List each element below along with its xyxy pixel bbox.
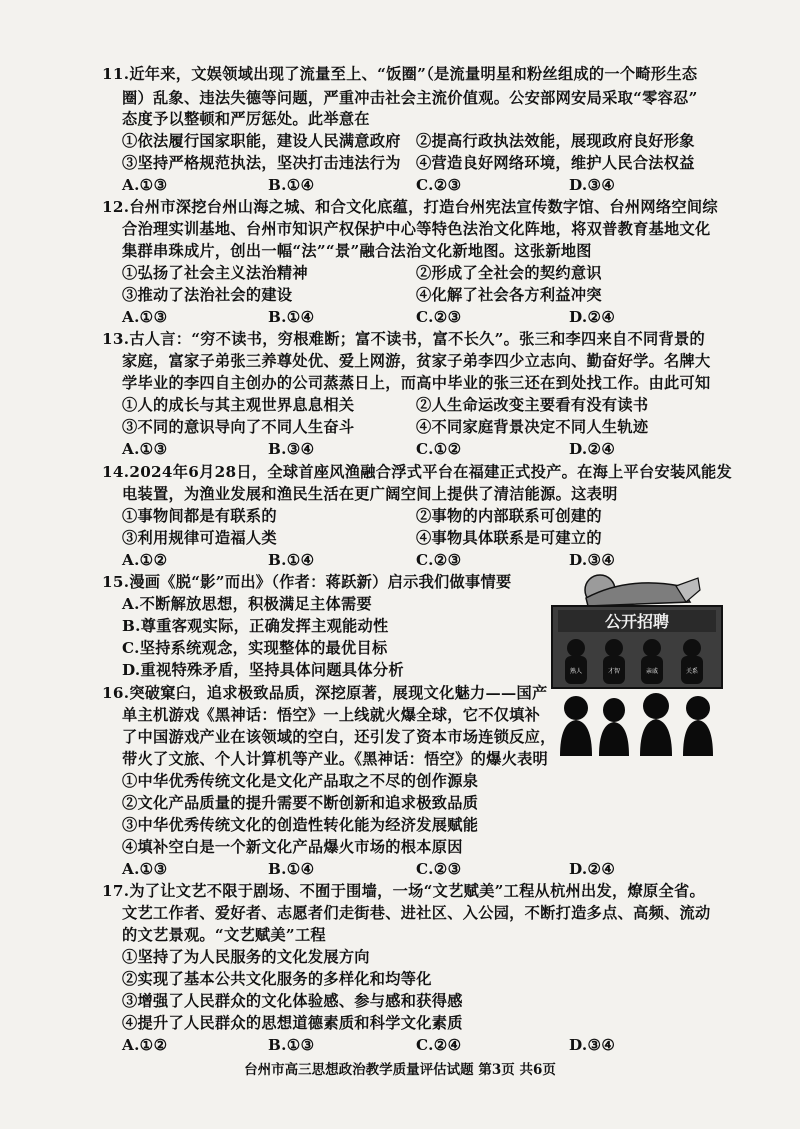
q15-option-d: D.重视特殊矛盾，坚持具体问题具体分析	[122, 661, 404, 679]
q17-item-3: ③增强了人民群众的文化体验感、参与感和获得感	[122, 992, 463, 1010]
q13-option-d: D.②④	[569, 440, 616, 458]
q13-item-1: ①人的成长与其主观世界息息相关	[122, 396, 355, 414]
q11-item-2: ②提高行政执法效能，展现政府良好形象	[416, 132, 695, 150]
q12-stem-line-1: 12.台州市深挖台州山海之城、和合文化底蕴，打造台州宪法宣传数字馆、台州网络空间综	[102, 198, 718, 216]
q14-item-1: ①事物间都是有联系的	[122, 507, 277, 525]
q16-stem-line-3: 了中国游戏产业在该领域的空白，还引发了资本市场连锁反应，	[122, 728, 556, 746]
q16-option-b: B.①④	[268, 860, 315, 878]
q16-option-d: D.②④	[569, 860, 616, 878]
q14-option-d: D.③④	[569, 551, 616, 569]
page-footer: 台州市高三思想政治教学质量评估试题 第3页 共6页	[244, 1062, 556, 1078]
q15-option-c: C.坚持系统观念，实现整体的最优目标	[122, 639, 388, 657]
q16-item-1: ①中华优秀传统文化是文化产品取之不尽的创作源泉	[122, 772, 479, 790]
q11-option-a: A.①③	[122, 176, 168, 194]
applicant-silhouettes	[560, 693, 713, 756]
q15-stem: 15.漫画《脱“影”而出》（作者：蒋跃新）启示我们做事情要	[102, 573, 512, 591]
q13-stem-line-1: 13.古人言：“穷不读书，穷根难断；富不读书，富不长久”。张三和李四来自不同背景的	[102, 330, 705, 348]
q13-item-4: ④不同家庭背景决定不同人生轨迹	[416, 418, 649, 436]
q12-stem-line-2: 合治理实训基地、台州市知识产权保护中心等特色法治文化阵地，将双普教育基地文化	[122, 220, 711, 238]
q16-item-2: ②文化产品质量的提升需要不断创新和追求极致品质	[122, 794, 479, 812]
q14-option-c: C.②③	[416, 551, 462, 569]
q16-option-a: A.①③	[122, 860, 168, 878]
q13-option-c: C.①②	[416, 440, 462, 458]
q12-item-4: ④化解了社会各方利益冲突	[416, 286, 602, 304]
q14-item-2: ②事物的内部联系可创建的	[416, 507, 602, 525]
q13-item-3: ③不同的意识导向了不同人生奋斗	[122, 418, 355, 436]
q16-stem-line-4: 带火了文旅、个人计算机等产业。《黑神话：悟空》的爆火表明	[122, 750, 549, 768]
q12-item-3: ③推动了法治社会的建设	[122, 286, 293, 304]
q17-item-4: ④提升了人民群众的思想道德素质和科学文化素质	[122, 1014, 463, 1032]
shadow-label-2: 才智	[607, 668, 621, 675]
q17-stem-line-3: 的文艺景观。“文艺赋美”工程	[122, 926, 326, 944]
q15-cartoon	[548, 572, 728, 758]
q14-item-4: ④事物具体联系是可建立的	[416, 529, 602, 547]
cartoon-sign: 公开招聘	[604, 612, 670, 631]
q12-stem-line-3: 集群串珠成片，创出一幅“法”“景”融合法治文化新地图。这张新地图	[122, 242, 592, 260]
q16-item-3: ③中华优秀传统文化的创造性转化能为经济发展赋能	[122, 816, 479, 834]
q11-stem-line-2: 圈）乱象、违法失德等问题，严重冲击社会主流价值观。公安部网安局采取“零容忍”	[122, 89, 698, 107]
q16-option-c: C.②③	[416, 860, 462, 878]
q13-item-2: ②人生命运改变主要看有没有读书	[416, 396, 649, 414]
q13-stem-line-3: 学毕业的李四自主创办的公司蒸蒸日上，而高中毕业的张三还在到处找工作。由此可知	[122, 374, 711, 392]
q14-option-b: B.①④	[268, 551, 315, 569]
q12-item-1: ①弘扬了社会主义法治精神	[122, 264, 308, 282]
q11-stem-line-3: 态度予以整顿和严厉惩处。此举意在	[122, 110, 370, 128]
q11-stem-line-1: 11.近年来，文娱领域出现了流量至上、“饭圈”（是流量明星和粉丝组成的一个畸形生态	[102, 65, 698, 83]
q11-option-c: C.②③	[416, 176, 462, 194]
q13-option-b: B.③④	[268, 440, 315, 458]
q12-item-2: ②形成了全社会的契约意识	[416, 264, 602, 282]
q11-item-3: ③坚持严格规范执法，坚决打击违法行为	[122, 154, 401, 172]
q17-item-2: ②实现了基本公共文化服务的多样化和均等化	[122, 970, 432, 988]
q17-option-a: A.①②	[122, 1036, 168, 1054]
q14-item-3: ③利用规律可造福人类	[122, 529, 277, 547]
q11-item-1: ①依法履行国家职能，建设人民满意政府	[122, 132, 401, 150]
q11-option-d: D.③④	[569, 176, 616, 194]
shadow-label-3: 亲戚	[645, 668, 659, 675]
q16-stem-line-1: 16.突破窠臼，追求极致品质，深挖原著，展现文化魅力——国产	[102, 684, 548, 702]
q13-option-a: A.①③	[122, 440, 168, 458]
q12-option-c: C.②③	[416, 308, 462, 326]
q17-option-d: D.③④	[569, 1036, 616, 1054]
q17-stem-line-1: 17.为了让文艺不限于剧场、不囿于围墙，一场“文艺赋美”工程从杭州出发，燎原全省。	[102, 882, 705, 900]
q17-option-c: C.②④	[416, 1036, 462, 1054]
q14-stem-line-1: 14.2024年6月28日，全球首座风渔融合浮式平台在福建正式投产。在海上平台安装风能发	[102, 463, 732, 481]
q12-option-d: D.②④	[569, 308, 616, 326]
q12-option-b: B.①④	[268, 308, 315, 326]
q16-stem-line-2: 单主机游戏《黑神话：悟空》一上线就火爆全球，它不仅填补	[122, 706, 541, 724]
shadow-label-1: 熟人	[569, 668, 583, 675]
q12-option-a: A.①③	[122, 308, 168, 326]
q17-stem-line-2: 文艺工作者、爱好者、志愿者们走街巷、进社区、入公园，不断打造多点、高频、流动	[122, 904, 711, 922]
q15-option-a: A.不断解放思想，积极满足主体需要	[122, 595, 372, 613]
q11-item-4: ④营造良好网络环境，维护人民合法权益	[416, 154, 695, 172]
q13-stem-line-2: 家庭，富家子弟张三养尊处优、爱上网游，贫家子弟李四少立志向、勤奋好学。名牌大	[122, 352, 711, 370]
q17-item-1: ①坚持了为人民服务的文化发展方向	[122, 948, 370, 966]
q16-item-4: ④填补空白是一个新文化产品爆火市场的根本原因	[122, 838, 463, 856]
q15-option-b: B.尊重客观实际，正确发挥主观能动性	[122, 617, 389, 635]
q14-option-a: A.①②	[122, 551, 168, 569]
q11-option-b: B.①④	[268, 176, 315, 194]
q14-stem-line-2: 电装置，为渔业发展和渔民生活在更广阔空间上提供了清洁能源。这表明	[122, 485, 618, 503]
q17-option-b: B.①③	[268, 1036, 315, 1054]
shadow-label-4: 关系	[685, 668, 699, 675]
